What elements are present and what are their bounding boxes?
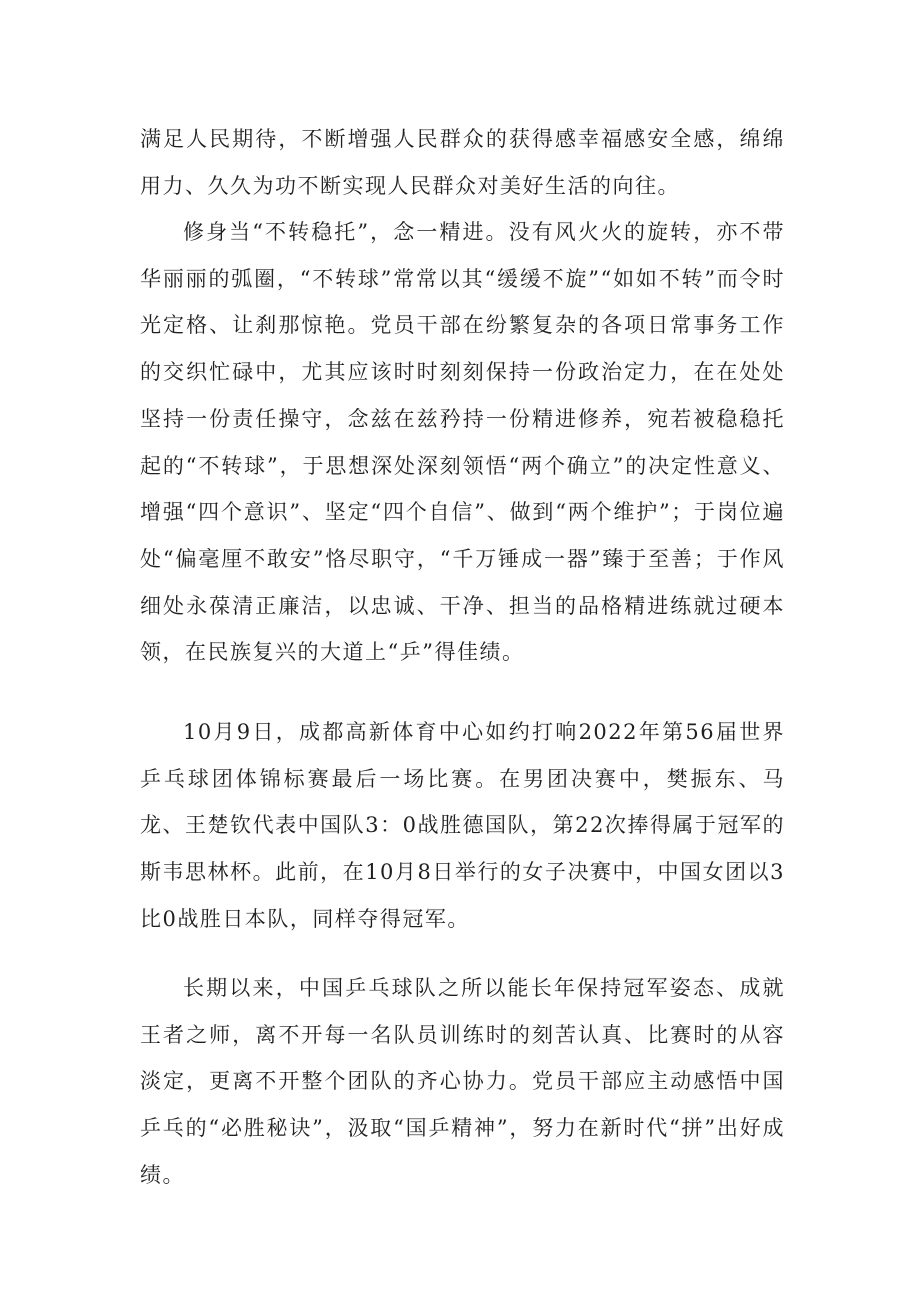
paragraph-self-cultivation: 修身当“不转稳托”，念一精进。没有风火火的旋转，亦不带华丽丽的弧圈，“不转球”常常以其“缓缓不旋”“如如不转”而令时光定格、让刹那惊艳。党员干部在纷繁复杂的各项日常事务工作的交织忙碌中，尤其应该时时刻刻保持一份政治定力，在在处处坚持一份责任操守，念兹在兹矜持一份精进修养，宛若被稳稳托起的“不转球”，于思想深处深刻领悟“两个确立”的决定性意义、增强“四个意识”、坚定“四个自信”、做到“两个维护”；于岗位遍处“偏毫厘不敢安”恪尽职守，“千万锤成一器”臻于至善；于作风细处永葆清正廉洁，以忠诚、干净、担当的品格精进练就过硬本领，在民族复兴的大道上“乒”得佳绩。 — [140, 220, 785, 665]
paragraph-team-spirit: 长期以来，中国乒乓球队之所以能长年保持冠军姿态、成就王者之师，离不开每一名队员训练时的刻苦认真、比赛时的从容淡定，更离不开整个团队的齐心协力。党员干部应主动感悟中国乒乓的“必胜秘诀”，汲取“国乒精神”，努力在新时代“拼”出好成绩。 — [140, 976, 785, 1187]
paragraph-continuation: 满足人民期待，不断增强人民群众的获得感幸福感安全感，绵绵用力、久久为功不断实现人民群众对美好生活的向往。 — [140, 127, 785, 198]
paragraph-championship-news: 10月9日，成都高新体育中心如约打响2022年第56届世界乒乓球团体锦标赛最后一场比赛。在男团决赛中，樊振东、马龙、王楚钦代表中国队3：0战胜德国队，第22次捧得属于冠军的斯韦思林杯。此前，在10月8日举行的女子决赛中，中国女团以3比0战胜日本队，同样夺得冠军。 — [140, 720, 785, 931]
